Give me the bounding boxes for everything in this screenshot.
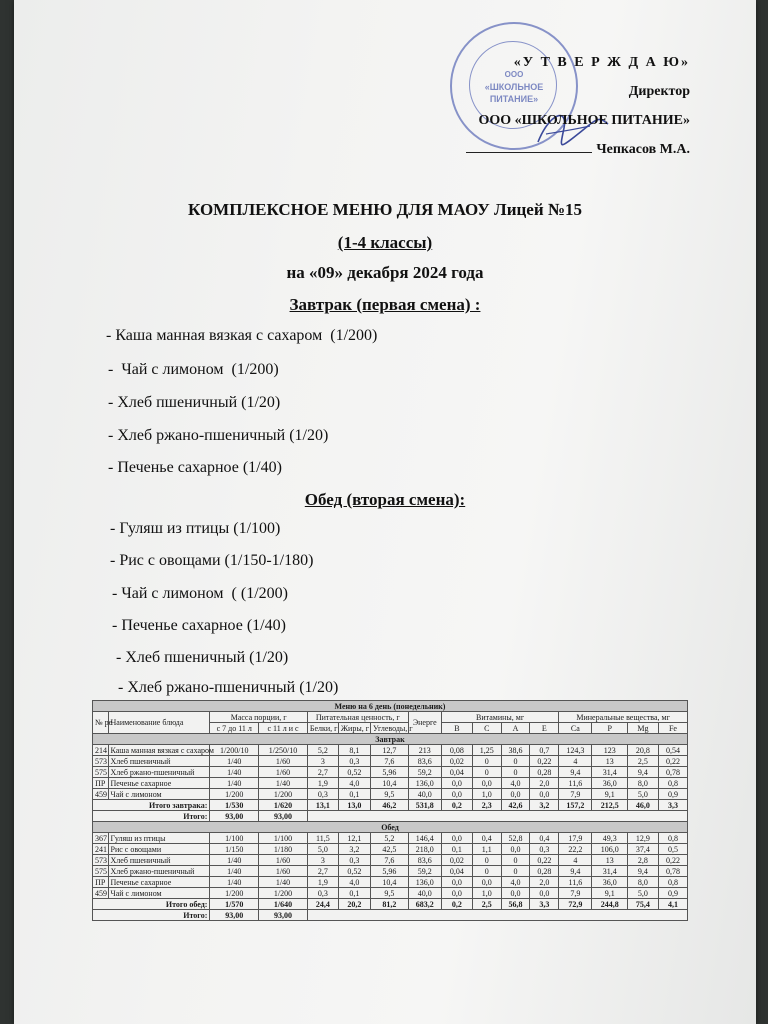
- table-cell: 52,8: [501, 833, 530, 844]
- table-cell: 146,4: [408, 833, 441, 844]
- dish-name: Чай с лимоном: [108, 789, 210, 800]
- table-cell: 0: [472, 767, 501, 778]
- table-cell: 37,4: [627, 844, 658, 855]
- table-cell: 0,5: [658, 844, 687, 855]
- dish-name: Хлеб ржано-пшеничный: [108, 866, 210, 877]
- table-cell: 1/250/10: [259, 745, 308, 756]
- table-cell: 1/40: [210, 767, 259, 778]
- price-label: Итого:: [93, 910, 210, 921]
- table-row: [93, 877, 688, 888]
- table-cell: 0,02: [441, 855, 472, 866]
- section-label: Завтрак: [93, 734, 688, 745]
- table-total-row: [93, 800, 688, 811]
- table-cell: 136,0: [408, 778, 441, 789]
- table-cell: 36,0: [592, 778, 627, 789]
- total-cell: 212,5: [592, 800, 627, 811]
- column-subheader: C: [472, 723, 501, 734]
- dish-name: Гуляш из птицы: [108, 833, 210, 844]
- table-cell: 1/40: [210, 778, 259, 789]
- table-cell: 9,4: [559, 866, 592, 877]
- table-cell: 5,0: [627, 888, 658, 899]
- total-cell: 157,2: [559, 800, 592, 811]
- table-cell: 7,9: [559, 789, 592, 800]
- total-cell: 20,2: [338, 899, 370, 910]
- table-cell: 1/150: [210, 844, 259, 855]
- table-cell: 2,5: [627, 756, 658, 767]
- table-cell: 7,9: [559, 888, 592, 899]
- total-cell: 2,5: [472, 899, 501, 910]
- table-cell: 9,4: [627, 767, 658, 778]
- document-title: КОМПЛЕКСНОЕ МЕНЮ ДЛЯ МАОУ Лицей №15: [188, 200, 582, 219]
- table-cell: 5,96: [370, 866, 408, 877]
- table-cell: ПР: [93, 877, 109, 888]
- total-cell: 13,0: [338, 800, 370, 811]
- lunch-item: - Печенье сахарное (1/40): [112, 617, 286, 634]
- table-section-row: [93, 734, 688, 745]
- total-cell: 72,9: [559, 899, 592, 910]
- table-cell: 123: [592, 745, 627, 756]
- table-cell: 2,7: [307, 866, 338, 877]
- table-cell: 1/200: [259, 789, 308, 800]
- empty-cell: [307, 910, 687, 921]
- column-subheader: Белки, г: [307, 723, 338, 734]
- table-row: [93, 778, 688, 789]
- table-cell: 8,0: [627, 778, 658, 789]
- price-cell: 93,00: [210, 811, 259, 822]
- table-cell: 459: [93, 888, 109, 899]
- table-cell: 0,28: [530, 767, 559, 778]
- dish-name: Печенье сахарное: [108, 778, 210, 789]
- table-cell: 1/200: [259, 888, 308, 899]
- table-cell: 9,1: [592, 888, 627, 899]
- total-cell: 0,2: [441, 899, 472, 910]
- column-header: Энерге: [408, 712, 441, 734]
- table-cell: 0,0: [441, 778, 472, 789]
- table-cell: 0,4: [530, 833, 559, 844]
- table-cell: 9,4: [627, 866, 658, 877]
- table-cell: 59,2: [408, 767, 441, 778]
- column-subheader: Ca: [559, 723, 592, 734]
- table-price-row: [93, 811, 688, 822]
- table-cell: 0,54: [658, 745, 687, 756]
- table-cell: 1/40: [210, 855, 259, 866]
- table-cell: 9,5: [370, 888, 408, 899]
- table-cell: 59,2: [408, 866, 441, 877]
- table-cell: 8,1: [338, 745, 370, 756]
- approval-block: [466, 48, 690, 164]
- dish-name: Чай с лимоном: [108, 888, 210, 899]
- table-cell: 4,0: [501, 877, 530, 888]
- column-subheader: Fe: [658, 723, 687, 734]
- breakfast-item: - Хлеб пшеничный (1/20): [108, 394, 281, 411]
- table-cell: 1/60: [259, 866, 308, 877]
- table-cell: 31,4: [592, 866, 627, 877]
- table-cell: 0,0: [472, 877, 501, 888]
- table-cell: 0,1: [338, 789, 370, 800]
- table-cell: 0: [501, 767, 530, 778]
- table-cell: 9,5: [370, 789, 408, 800]
- table-cell: 0,4: [472, 833, 501, 844]
- table-cell: 1,0: [472, 888, 501, 899]
- table-cell: 12,1: [338, 833, 370, 844]
- table-cell: 0,22: [658, 756, 687, 767]
- total-cell: 3,3: [658, 800, 687, 811]
- table-cell: 1/60: [259, 767, 308, 778]
- table-cell: 31,4: [592, 767, 627, 778]
- total-cell: 1/570: [210, 899, 259, 910]
- table-cell: ПР: [93, 778, 109, 789]
- table-cell: 22,2: [559, 844, 592, 855]
- table-cell: 0,0: [530, 789, 559, 800]
- column-header: № ре: [93, 712, 109, 734]
- table-cell: 40,0: [408, 888, 441, 899]
- total-cell: 46,0: [627, 800, 658, 811]
- table-cell: 0,9: [658, 888, 687, 899]
- table-cell: 3: [307, 855, 338, 866]
- table-cell: 573: [93, 855, 109, 866]
- column-subheader: E: [530, 723, 559, 734]
- stamp-line-1: ООО: [504, 70, 524, 79]
- table-row: [93, 855, 688, 866]
- table-cell: 573: [93, 756, 109, 767]
- table-cell: 10,4: [370, 778, 408, 789]
- table-cell: 4: [559, 855, 592, 866]
- table-cell: 5,96: [370, 767, 408, 778]
- column-subheader: P: [592, 723, 627, 734]
- total-cell: 4,1: [658, 899, 687, 910]
- table-cell: 13: [592, 756, 627, 767]
- total-cell: 13,1: [307, 800, 338, 811]
- table-cell: 0,0: [472, 778, 501, 789]
- table-cell: 83,6: [408, 756, 441, 767]
- table-cell: 575: [93, 866, 109, 877]
- table-cell: 4,0: [338, 778, 370, 789]
- total-cell: 3,3: [530, 899, 559, 910]
- table-cell: 0,0: [501, 789, 530, 800]
- column-header: Минеральные вещества, мг: [559, 712, 688, 723]
- table-cell: 1,25: [472, 745, 501, 756]
- column-subheader: B: [441, 723, 472, 734]
- table-cell: 11,6: [559, 778, 592, 789]
- table-cell: 9,1: [592, 789, 627, 800]
- table-cell: 218,0: [408, 844, 441, 855]
- table-header-row: [93, 712, 688, 723]
- table-cell: 36,0: [592, 877, 627, 888]
- table-cell: 0,0: [441, 789, 472, 800]
- table-cell: 0,0: [530, 888, 559, 899]
- table-cell: 124,3: [559, 745, 592, 756]
- total-cell: 3,2: [530, 800, 559, 811]
- total-cell: 46,2: [370, 800, 408, 811]
- table-cell: 1/40: [210, 866, 259, 877]
- table-cell: 2,7: [307, 767, 338, 778]
- table-row: [93, 756, 688, 767]
- table-cell: 0,52: [338, 767, 370, 778]
- table-cell: 3: [307, 756, 338, 767]
- column-header: Масса порции, г: [210, 712, 307, 723]
- table-cell: 0,78: [658, 767, 687, 778]
- column-subheader: Жиры, г: [338, 723, 370, 734]
- table-cell: 0,08: [441, 745, 472, 756]
- table-cell: 5,0: [307, 844, 338, 855]
- nutrition-table: [92, 700, 688, 921]
- table-cell: 136,0: [408, 877, 441, 888]
- table-cell: 2,0: [530, 877, 559, 888]
- table-cell: 1/100: [259, 833, 308, 844]
- table-cell: 1/40: [259, 778, 308, 789]
- table-cell: 1,9: [307, 778, 338, 789]
- table-cell: 214: [93, 745, 109, 756]
- empty-cell: [307, 811, 687, 822]
- table-cell: 1/180: [259, 844, 308, 855]
- table-cell: 213: [408, 745, 441, 756]
- column-subheader: A: [501, 723, 530, 734]
- table-cell: 0,0: [501, 888, 530, 899]
- table-cell: 0,22: [530, 756, 559, 767]
- table-cell: 0: [501, 866, 530, 877]
- table-cell: 40,0: [408, 789, 441, 800]
- price-cell: 93,00: [210, 910, 259, 921]
- column-subheader: Углеводы, г: [370, 723, 408, 734]
- stamp-line-2: «ШКОЛЬНОЕ: [484, 82, 544, 92]
- table-cell: 1,1: [472, 844, 501, 855]
- table-cell: 575: [93, 767, 109, 778]
- table-cell: 0,3: [307, 789, 338, 800]
- dish-name: Хлеб пшеничный: [108, 756, 210, 767]
- table-cell: 0,3: [338, 855, 370, 866]
- lunch-item: - Чай с лимоном ( (1/200): [112, 585, 288, 602]
- table-cell: 367: [93, 833, 109, 844]
- table-cell: 0,0: [441, 833, 472, 844]
- table-cell: 0,3: [530, 844, 559, 855]
- table-cell: 5,2: [370, 833, 408, 844]
- dish-name: Каша манная вязкая с сахаром: [108, 745, 210, 756]
- lunch-item: - Гуляш из птицы (1/100): [110, 520, 281, 537]
- approver-position: Директор: [628, 84, 690, 99]
- table-cell: 5,2: [307, 745, 338, 756]
- table-cell: 0,8: [658, 833, 687, 844]
- table-cell: 12,9: [627, 833, 658, 844]
- table-cell: 0,9: [658, 789, 687, 800]
- table-cell: 0,52: [338, 866, 370, 877]
- approve-word: «У Т В Е Р Ж Д А Ю»: [513, 55, 690, 70]
- table-cell: 13: [592, 855, 627, 866]
- table-caption: Меню на 6 день (понедельник): [93, 701, 688, 712]
- table-cell: 0,7: [530, 745, 559, 756]
- total-cell: 531,8: [408, 800, 441, 811]
- approver-name: Чепкасов М.А.: [596, 142, 690, 157]
- table-cell: 4,0: [338, 877, 370, 888]
- total-cell: 1/530: [210, 800, 259, 811]
- dish-name: Печенье сахарное: [108, 877, 210, 888]
- table-cell: 1/40: [259, 877, 308, 888]
- table-cell: 1/100: [210, 833, 259, 844]
- total-label: Итого обед:: [93, 899, 210, 910]
- grades-subtitle: (1-4 классы): [337, 233, 433, 252]
- table-cell: 7,6: [370, 756, 408, 767]
- table-row: [93, 745, 688, 756]
- table-cell: 3,2: [338, 844, 370, 855]
- table-cell: 11,5: [307, 833, 338, 844]
- table-cell: 0,02: [441, 756, 472, 767]
- total-cell: 75,4: [627, 899, 658, 910]
- table-cell: 8,0: [627, 877, 658, 888]
- table-cell: 0,28: [530, 866, 559, 877]
- lunch-item: - Рис с овощами (1/150-1/180): [110, 552, 314, 569]
- column-subheader: Mg: [627, 723, 658, 734]
- column-subheader: с 7 до 11 л: [210, 723, 259, 734]
- table-cell: 11,6: [559, 877, 592, 888]
- column-header: Витамины, мг: [441, 712, 558, 723]
- table-cell: 0: [472, 866, 501, 877]
- table-cell: 0,04: [441, 767, 472, 778]
- table-cell: 1/200: [210, 789, 259, 800]
- price-cell: 93,00: [259, 910, 308, 921]
- total-cell: 1/640: [259, 899, 308, 910]
- table-section-row: [93, 822, 688, 833]
- price-label: Итого:: [93, 811, 210, 822]
- table-row: [93, 844, 688, 855]
- table-cell: 0,0: [441, 888, 472, 899]
- table-cell: 459: [93, 789, 109, 800]
- table-cell: 1/200: [210, 888, 259, 899]
- total-cell: 56,8: [501, 899, 530, 910]
- section-label: Обед: [93, 822, 688, 833]
- table-cell: 1/40: [210, 756, 259, 767]
- menu-date: на «09» декабря 2024 года: [286, 263, 484, 282]
- table-cell: 5,0: [627, 789, 658, 800]
- lunch-item: - Хлеб пшеничный (1/20): [116, 649, 289, 666]
- table-cell: 38,6: [501, 745, 530, 756]
- table-price-row: [93, 910, 688, 921]
- table-cell: 0,22: [658, 855, 687, 866]
- table-cell: 0,04: [441, 866, 472, 877]
- column-subheader: с 11 л и с: [259, 723, 308, 734]
- table-cell: 0,8: [658, 877, 687, 888]
- table-cell: 4: [559, 756, 592, 767]
- table-cell: 49,3: [592, 833, 627, 844]
- table-cell: 83,6: [408, 855, 441, 866]
- table-cell: 0: [501, 855, 530, 866]
- table-row: [93, 833, 688, 844]
- dish-name: Рис с овощами: [108, 844, 210, 855]
- total-cell: 24,4: [307, 899, 338, 910]
- lunch-item: - Хлеб ржано-пшеничный (1/20): [118, 679, 339, 696]
- table-cell: 0,3: [338, 756, 370, 767]
- table-cell: 0,0: [441, 877, 472, 888]
- breakfast-item: - Чай с лимоном (1/200): [108, 361, 279, 378]
- table-cell: 1/60: [259, 855, 308, 866]
- table-cell: 0,22: [530, 855, 559, 866]
- table-row: [93, 789, 688, 800]
- total-cell: 683,2: [408, 899, 441, 910]
- table-row: [93, 888, 688, 899]
- breakfast-item: - Каша манная вязкая с сахаром (1/200): [106, 327, 378, 344]
- table-cell: 106,0: [592, 844, 627, 855]
- breakfast-item: - Печенье сахарное (1/40): [108, 459, 282, 476]
- table-cell: 2,8: [627, 855, 658, 866]
- stamp-line-3: ПИТАНИЕ»: [489, 94, 539, 104]
- total-cell: 2,3: [472, 800, 501, 811]
- table-cell: 4,0: [501, 778, 530, 789]
- table-cell: 0,1: [338, 888, 370, 899]
- table-cell: 1/200/10: [210, 745, 259, 756]
- table-cell: 0: [501, 756, 530, 767]
- table-cell: 1/40: [210, 877, 259, 888]
- table-cell: 10,4: [370, 877, 408, 888]
- table-cell: 1,0: [472, 789, 501, 800]
- table-cell: 0,0: [501, 844, 530, 855]
- table-cell: 17,9: [559, 833, 592, 844]
- total-label: Итого завтрака:: [93, 800, 210, 811]
- dish-name: Хлеб пшеничный: [108, 855, 210, 866]
- table-cell: 241: [93, 844, 109, 855]
- total-cell: 81,2: [370, 899, 408, 910]
- table-cell: 9,4: [559, 767, 592, 778]
- column-header: Наименование блюда: [108, 712, 210, 734]
- total-cell: 1/620: [259, 800, 308, 811]
- table-row: [93, 767, 688, 778]
- table-cell: 0,1: [441, 844, 472, 855]
- table-cell: 0: [472, 855, 501, 866]
- total-cell: 42,6: [501, 800, 530, 811]
- total-cell: 0,2: [441, 800, 472, 811]
- table-cell: 0,78: [658, 866, 687, 877]
- table-cell: 0,8: [658, 778, 687, 789]
- table-row: [93, 866, 688, 877]
- table-cell: 0: [472, 756, 501, 767]
- approver-organization: ООО «ШКОЛЬНОЕ ПИТАНИЕ»: [478, 113, 690, 128]
- dish-name: Хлеб ржано-пшеничный: [108, 767, 210, 778]
- breakfast-title: Завтрак (первая смена) :: [289, 295, 481, 314]
- table-cell: 20,8: [627, 745, 658, 756]
- table-total-row: [93, 899, 688, 910]
- total-cell: 244,8: [592, 899, 627, 910]
- table-cell: 12,7: [370, 745, 408, 756]
- table-cell: 42,5: [370, 844, 408, 855]
- table-cell: 1/60: [259, 756, 308, 767]
- breakfast-item: - Хлеб ржано-пшеничный (1/20): [108, 427, 329, 444]
- table-cell: 2,0: [530, 778, 559, 789]
- column-header: Питательная ценность, г: [307, 712, 408, 723]
- table-cell: 0,3: [307, 888, 338, 899]
- lunch-title: Обед (вторая смена):: [304, 490, 466, 509]
- table-cell: 7,6: [370, 855, 408, 866]
- price-cell: 93,00: [259, 811, 308, 822]
- signature-line: [466, 135, 690, 164]
- table-cell: 1,9: [307, 877, 338, 888]
